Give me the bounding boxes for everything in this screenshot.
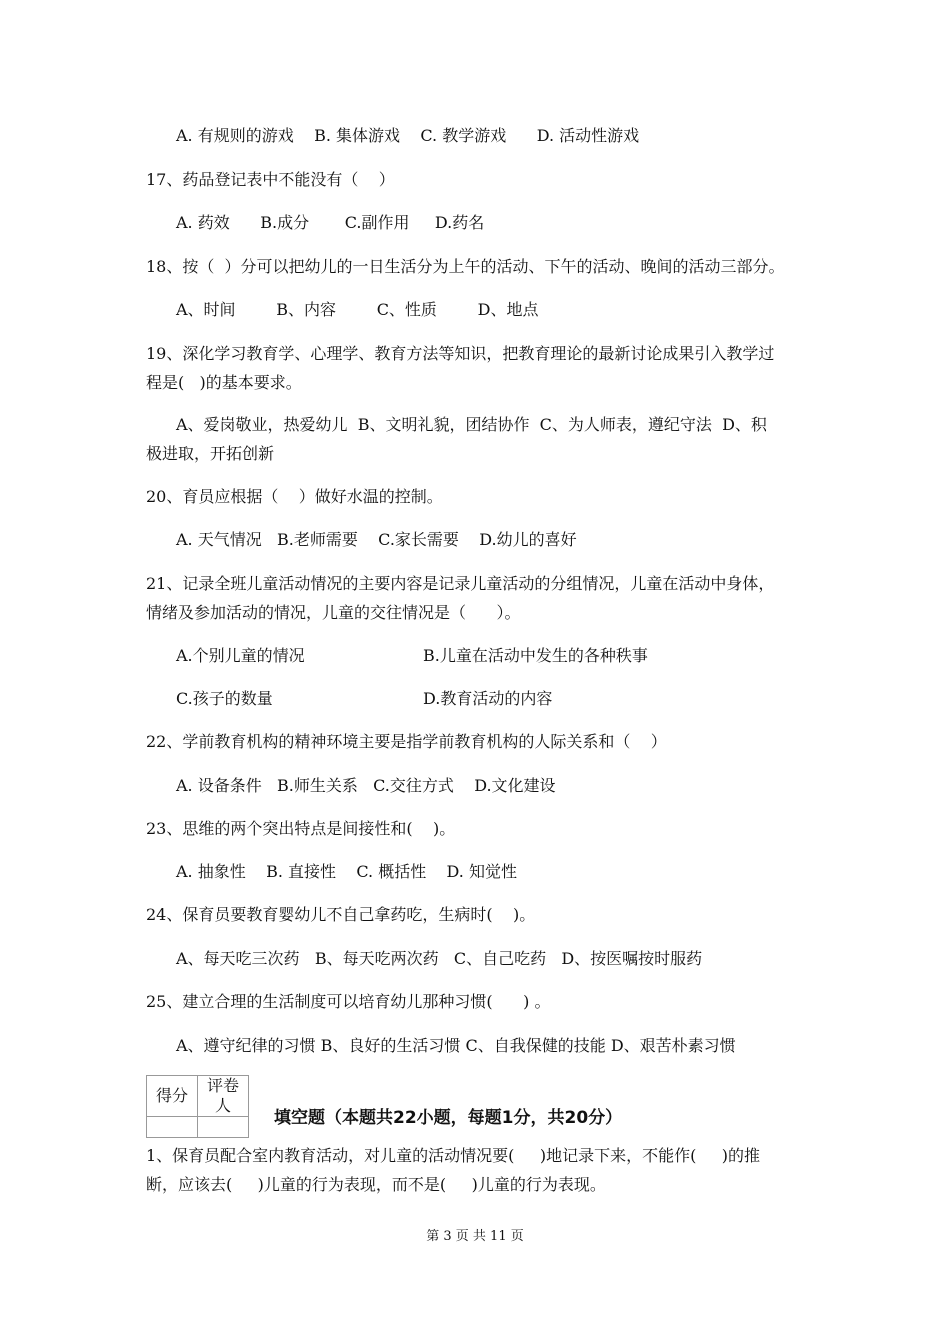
- grader-label: 评卷人: [198, 1076, 249, 1117]
- question-text-line: A. 药效 B.成分 C.副作用 D.药名: [176, 213, 485, 232]
- question-text-line: 24、保育员要教育婴幼儿不自己拿药吃，生病时( )。: [146, 905, 536, 924]
- score-cell: [147, 1117, 198, 1138]
- question-text-line: 1、保育员配合室内教育活动，对儿童的活动情况要( )地记录下来，不能作( )的推: [146, 1146, 761, 1165]
- question-text-line: 17、药品登记表中不能没有（ ）: [146, 170, 395, 189]
- question-text-line: A. 设备条件 B.师生关系 C.交往方式 D.文化建设: [176, 776, 556, 795]
- question-text-line: 极进取，开拓创新: [146, 444, 275, 463]
- question-text-line: 25、建立合理的生活制度可以培育幼儿那种习惯( ) 。: [146, 992, 551, 1011]
- question-text-line: B.儿童在活动中发生的各种秩事: [423, 646, 648, 665]
- question-text-line: A. 天气情况 B.老师需要 C.家长需要 D.幼儿的喜好: [176, 530, 577, 549]
- question-text-line: A、爱岗敬业，热爱幼儿 B、文明礼貌，团结协作 C、为人师表，遵纪守法 D、积: [176, 415, 767, 434]
- question-text-line: 18、按（ ）分可以把幼儿的一日生活分为上午的活动、下午的活动、晚间的活动三部分。: [146, 257, 785, 276]
- section-title: 填空题（本题共22小题，每题1分，共20分）: [274, 1108, 623, 1128]
- score-table: [146, 1075, 249, 1138]
- grader-cell: [198, 1117, 249, 1138]
- question-text-line: A、时间 B、内容 C、性质 D、地点: [176, 300, 539, 319]
- question-text-line: 情绪及参加活动的情况，儿童的交往情况是（ ）。: [146, 603, 521, 622]
- question-text-line: A. 抽象性 B. 直接性 C. 概括性 D. 知觉性: [176, 862, 517, 881]
- question-text-line: 21、记录全班儿童活动情况的主要内容是记录儿童活动的分组情况，儿童在活动中身体，: [146, 574, 775, 593]
- question-text-line: 23、思维的两个突出特点是间接性和( )。: [146, 819, 456, 838]
- question-text-line: A、遵守纪律的习惯 B、良好的生活习惯 C、自我保健的技能 D、艰苦朴素习惯: [176, 1036, 736, 1055]
- score-label: 得分: [147, 1076, 198, 1117]
- question-text-line: 20、育员应根据（ ）做好水温的控制。: [146, 487, 443, 506]
- question-text-line: A、每天吃三次药 B、每天吃两次药 C、自己吃药 D、按医嘱按时服药: [176, 949, 703, 968]
- question-text-line: A. 有规则的游戏 B. 集体游戏 C. 教学游戏 D. 活动性游戏: [176, 126, 640, 145]
- question-text-line: D.教育活动的内容: [423, 689, 553, 708]
- page-footer: 第 3 页 共 11 页: [426, 1229, 524, 1244]
- question-text-line: 19、深化学习教育学、心理学、教育方法等知识，把教育理论的最新讨论成果引入教学过: [146, 344, 775, 363]
- question-text-line: 断，应该去( )儿童的行为表现，而不是( )儿童的行为表现。: [146, 1175, 606, 1194]
- question-text-line: C.孩子的数量: [176, 689, 273, 708]
- question-text-line: 程是( )的基本要求。: [146, 373, 302, 392]
- question-text-line: 22、学前教育机构的精神环境主要是指学前教育机构的人际关系和（ ）: [146, 732, 667, 751]
- question-text-line: A.个别儿童的情况: [176, 646, 305, 665]
